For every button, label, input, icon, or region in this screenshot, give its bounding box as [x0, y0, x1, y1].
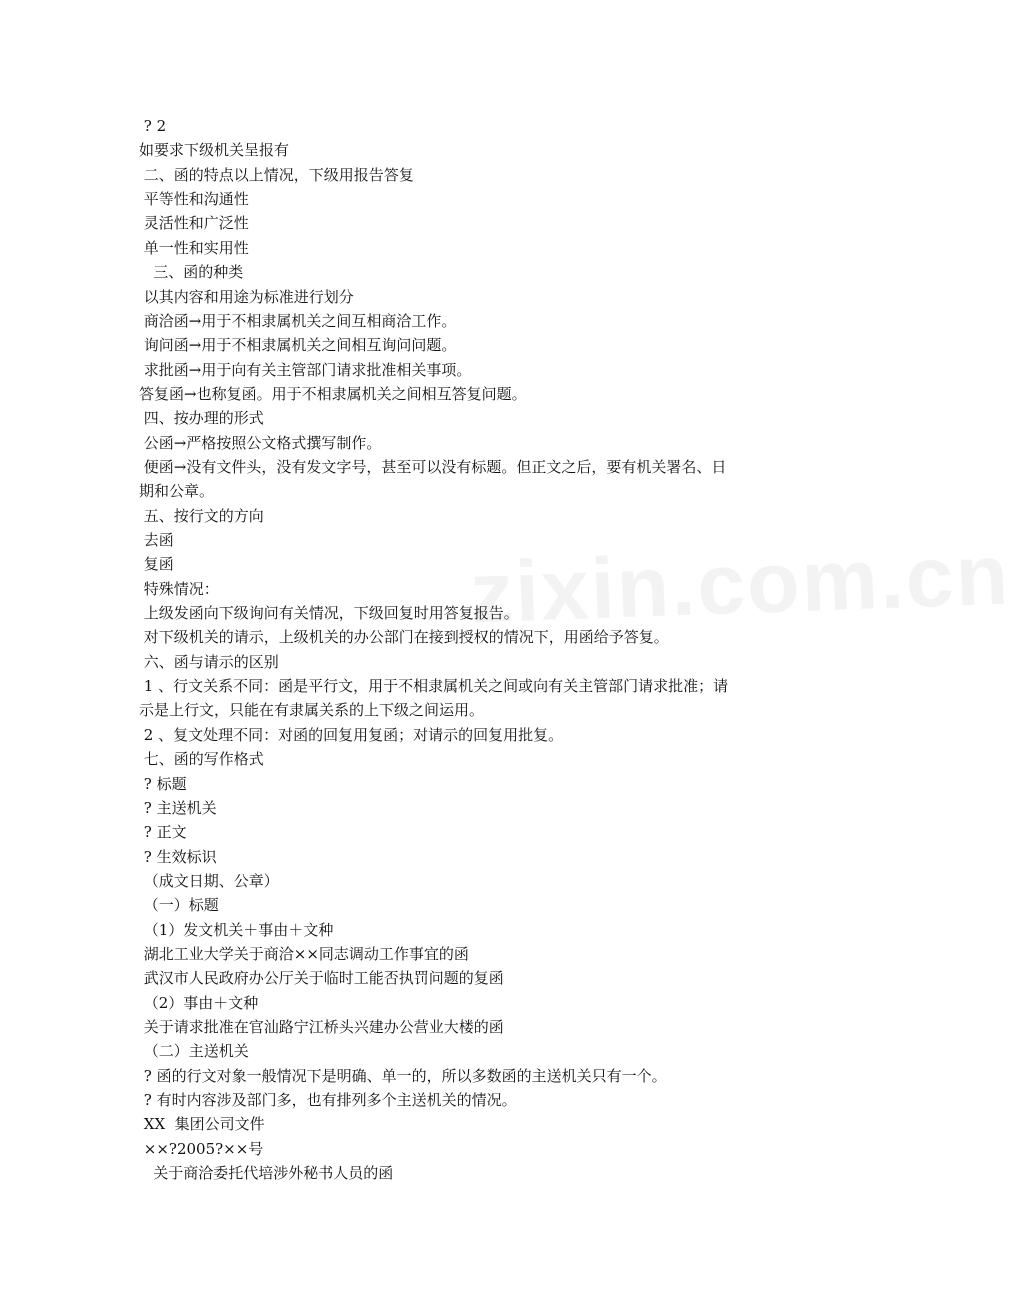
text-line: 上级发函向下级询问有关情况，下级回复时用答复报告。	[139, 604, 519, 622]
text-line: 对下级机关的请示，上级机关的办公部门在接到授权的情况下，用函给予答复。	[139, 628, 669, 647]
text-line: ? 有时内容涉及部门多，也有排列多个主送机关的情况。	[139, 1091, 517, 1109]
text-line: 五、按行文的方向	[139, 506, 264, 525]
text-line: 答复函→也称复函。用于不相隶属机关之间相互答复问题。	[139, 384, 527, 403]
text-line: 公函→严格按照公文格式撰写制作。	[139, 433, 382, 452]
text-line: 关于请求批准在官汕路宁江桥头兴建办公营业大楼的函	[139, 1018, 504, 1036]
text-line: ? 函的行文对象一般情况下是明确、单一的，所以多数函的主送机关只有一个。	[139, 1066, 667, 1085]
text-line: 四、按办理的形式	[139, 409, 264, 428]
text-line: 关于商洽委托代培涉外秘书人员的函	[139, 1164, 394, 1182]
text-line: （二）主送机关	[139, 1042, 249, 1061]
text-line: 便函→没有文件头，没有发文字号，甚至可以没有标题。但正文之后，要有机关署名、日	[139, 457, 727, 476]
text-line: 商洽函→用于不相隶属机关之间互相商洽工作。	[139, 311, 457, 330]
text-line: （成文日期、公章）	[139, 871, 279, 890]
text-line: 湖北工业大学关于商洽××同志调动工作事宜的函	[139, 944, 469, 963]
text-line: （一）标题	[139, 896, 219, 915]
text-line: ? 标题	[139, 774, 187, 793]
text-line: XX 集团公司文件	[139, 1115, 265, 1134]
text-line: 如要求下级机关呈报有	[139, 141, 290, 160]
text-line: 平等性和沟通性	[139, 190, 249, 209]
text-line: 特殊情况：	[139, 579, 219, 598]
text-line: 1 、行文关系不同：函是平行文，用于不相隶属机关之间或向有关主管部门请求批准；请	[139, 677, 729, 696]
text-line: 三、函的种类	[139, 263, 244, 282]
text-line: 期和公章。	[139, 482, 215, 501]
text-line: 二、函的特点以上情况，下级用报告答复	[139, 165, 414, 184]
text-line: 去函	[139, 531, 174, 549]
text-line: 询问函→用于不相隶属机关之间相互询问问题。	[139, 336, 457, 355]
text-line: （2）事由＋文种	[139, 993, 259, 1012]
watermark-text: zixin.com.cn	[468, 526, 1012, 642]
text-line: ? 生效标识	[139, 847, 217, 866]
text-line: 求批函→用于向有关主管部门请求批准相关事项。	[139, 360, 472, 379]
text-line: 单一性和实用性	[139, 238, 249, 257]
text-line: （1）发文机关＋事由＋文种	[139, 920, 334, 939]
text-line: 2 、复文处理不同：对函的回复用复函；对请示的回复用批复。	[139, 725, 564, 744]
text-line: 灵活性和广泛性	[139, 214, 249, 233]
text-line: ? 正文	[139, 823, 187, 842]
text-line: 六、函与请示的区别	[139, 652, 279, 671]
text-line: 武汉市人民政府办公厅关于临时工能否执罚问题的复函	[139, 969, 504, 988]
text-line: 以其内容和用途为标准进行划分	[139, 287, 354, 306]
text-line: 复函	[139, 555, 174, 574]
text-line: 七、函的写作格式	[139, 750, 264, 769]
text-line: ? 主送机关	[139, 798, 217, 817]
text-line: ××?2005?××号	[139, 1139, 264, 1158]
text-line: 示是上行文，只能在有隶属关系的上下级之间运用。	[139, 701, 485, 720]
text-line: ? 2	[139, 117, 167, 135]
